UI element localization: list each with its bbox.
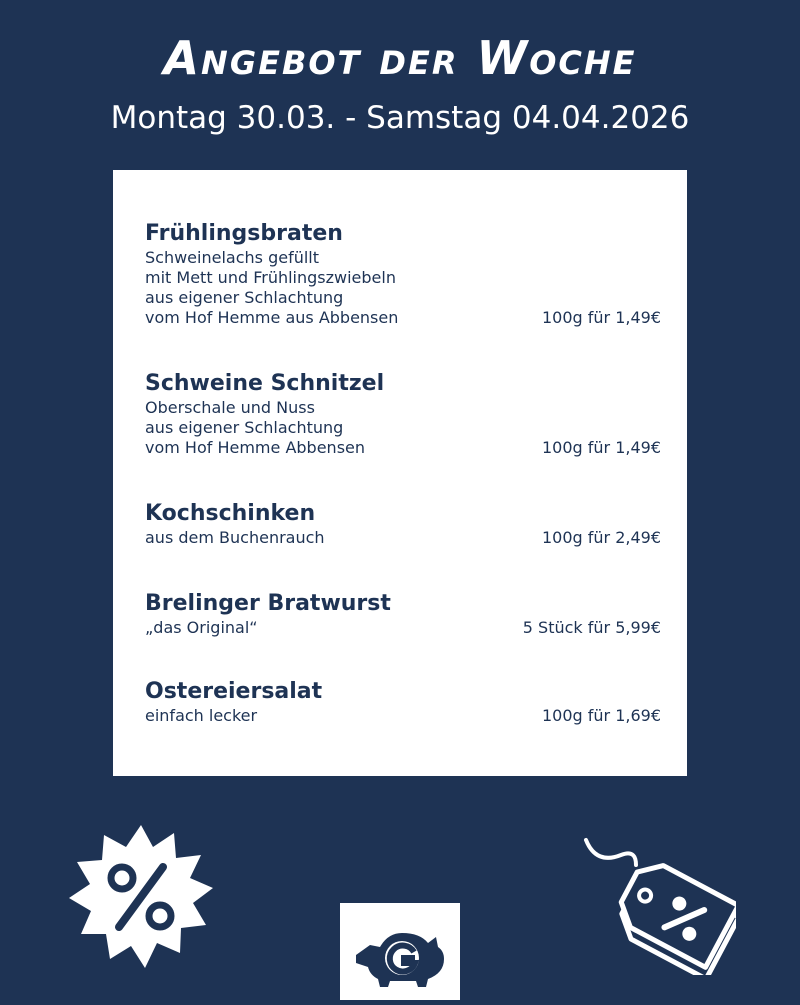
offer-price: 100g für 1,49€ [541,438,661,457]
page-title: Angebot der Woche [163,31,637,85]
offer-desc-line: einfach lecker [145,706,258,725]
offer-desc-line: vom Hof Hemme Abbensen [145,438,366,457]
price-tags-percent-icon [576,835,736,975]
offer-desc-line: aus dem Buchenrauch [145,528,325,547]
offer-name: Kochschinken [145,501,316,526]
offer-desc-line: „das Original“ [145,618,258,637]
offer-desc-line: mit Mett und Frühlingszwiebeln [145,268,396,287]
offer-price: 100g für 1,49€ [541,308,661,327]
offer-desc-line: aus eigener Schlachtung [145,418,344,437]
offer-desc-line: Schweinelachs gefüllt [145,248,319,267]
offer-price: 100g für 1,69€ [541,706,661,725]
date-range: Montag 30.03. - Samstag 04.04.2026 [110,100,690,136]
offer-item [145,220,661,328]
offer-desc-line: Oberschale und Nuss [145,398,315,417]
logo [340,903,460,1000]
offer-item [145,370,661,458]
percent-starburst-icon [66,822,216,972]
offer-name: Schweine Schnitzel [145,371,385,396]
offer-card [113,170,687,776]
offer-name: Brelinger Bratwurst [145,591,391,616]
offer-item [145,590,661,638]
offer-name: Ostereiersalat [145,679,323,704]
offer-item [145,678,661,726]
pig-logo-icon [340,903,460,1000]
offer-price: 5 Stück für 5,99€ [522,618,661,637]
offer-desc-line: aus eigener Schlachtung [145,288,344,307]
offer-item [145,500,661,548]
offer-name: Frühlingsbraten [145,221,343,246]
offer-desc-line: vom Hof Hemme aus Abbensen [145,308,399,327]
offer-price: 100g für 2,49€ [541,528,661,547]
